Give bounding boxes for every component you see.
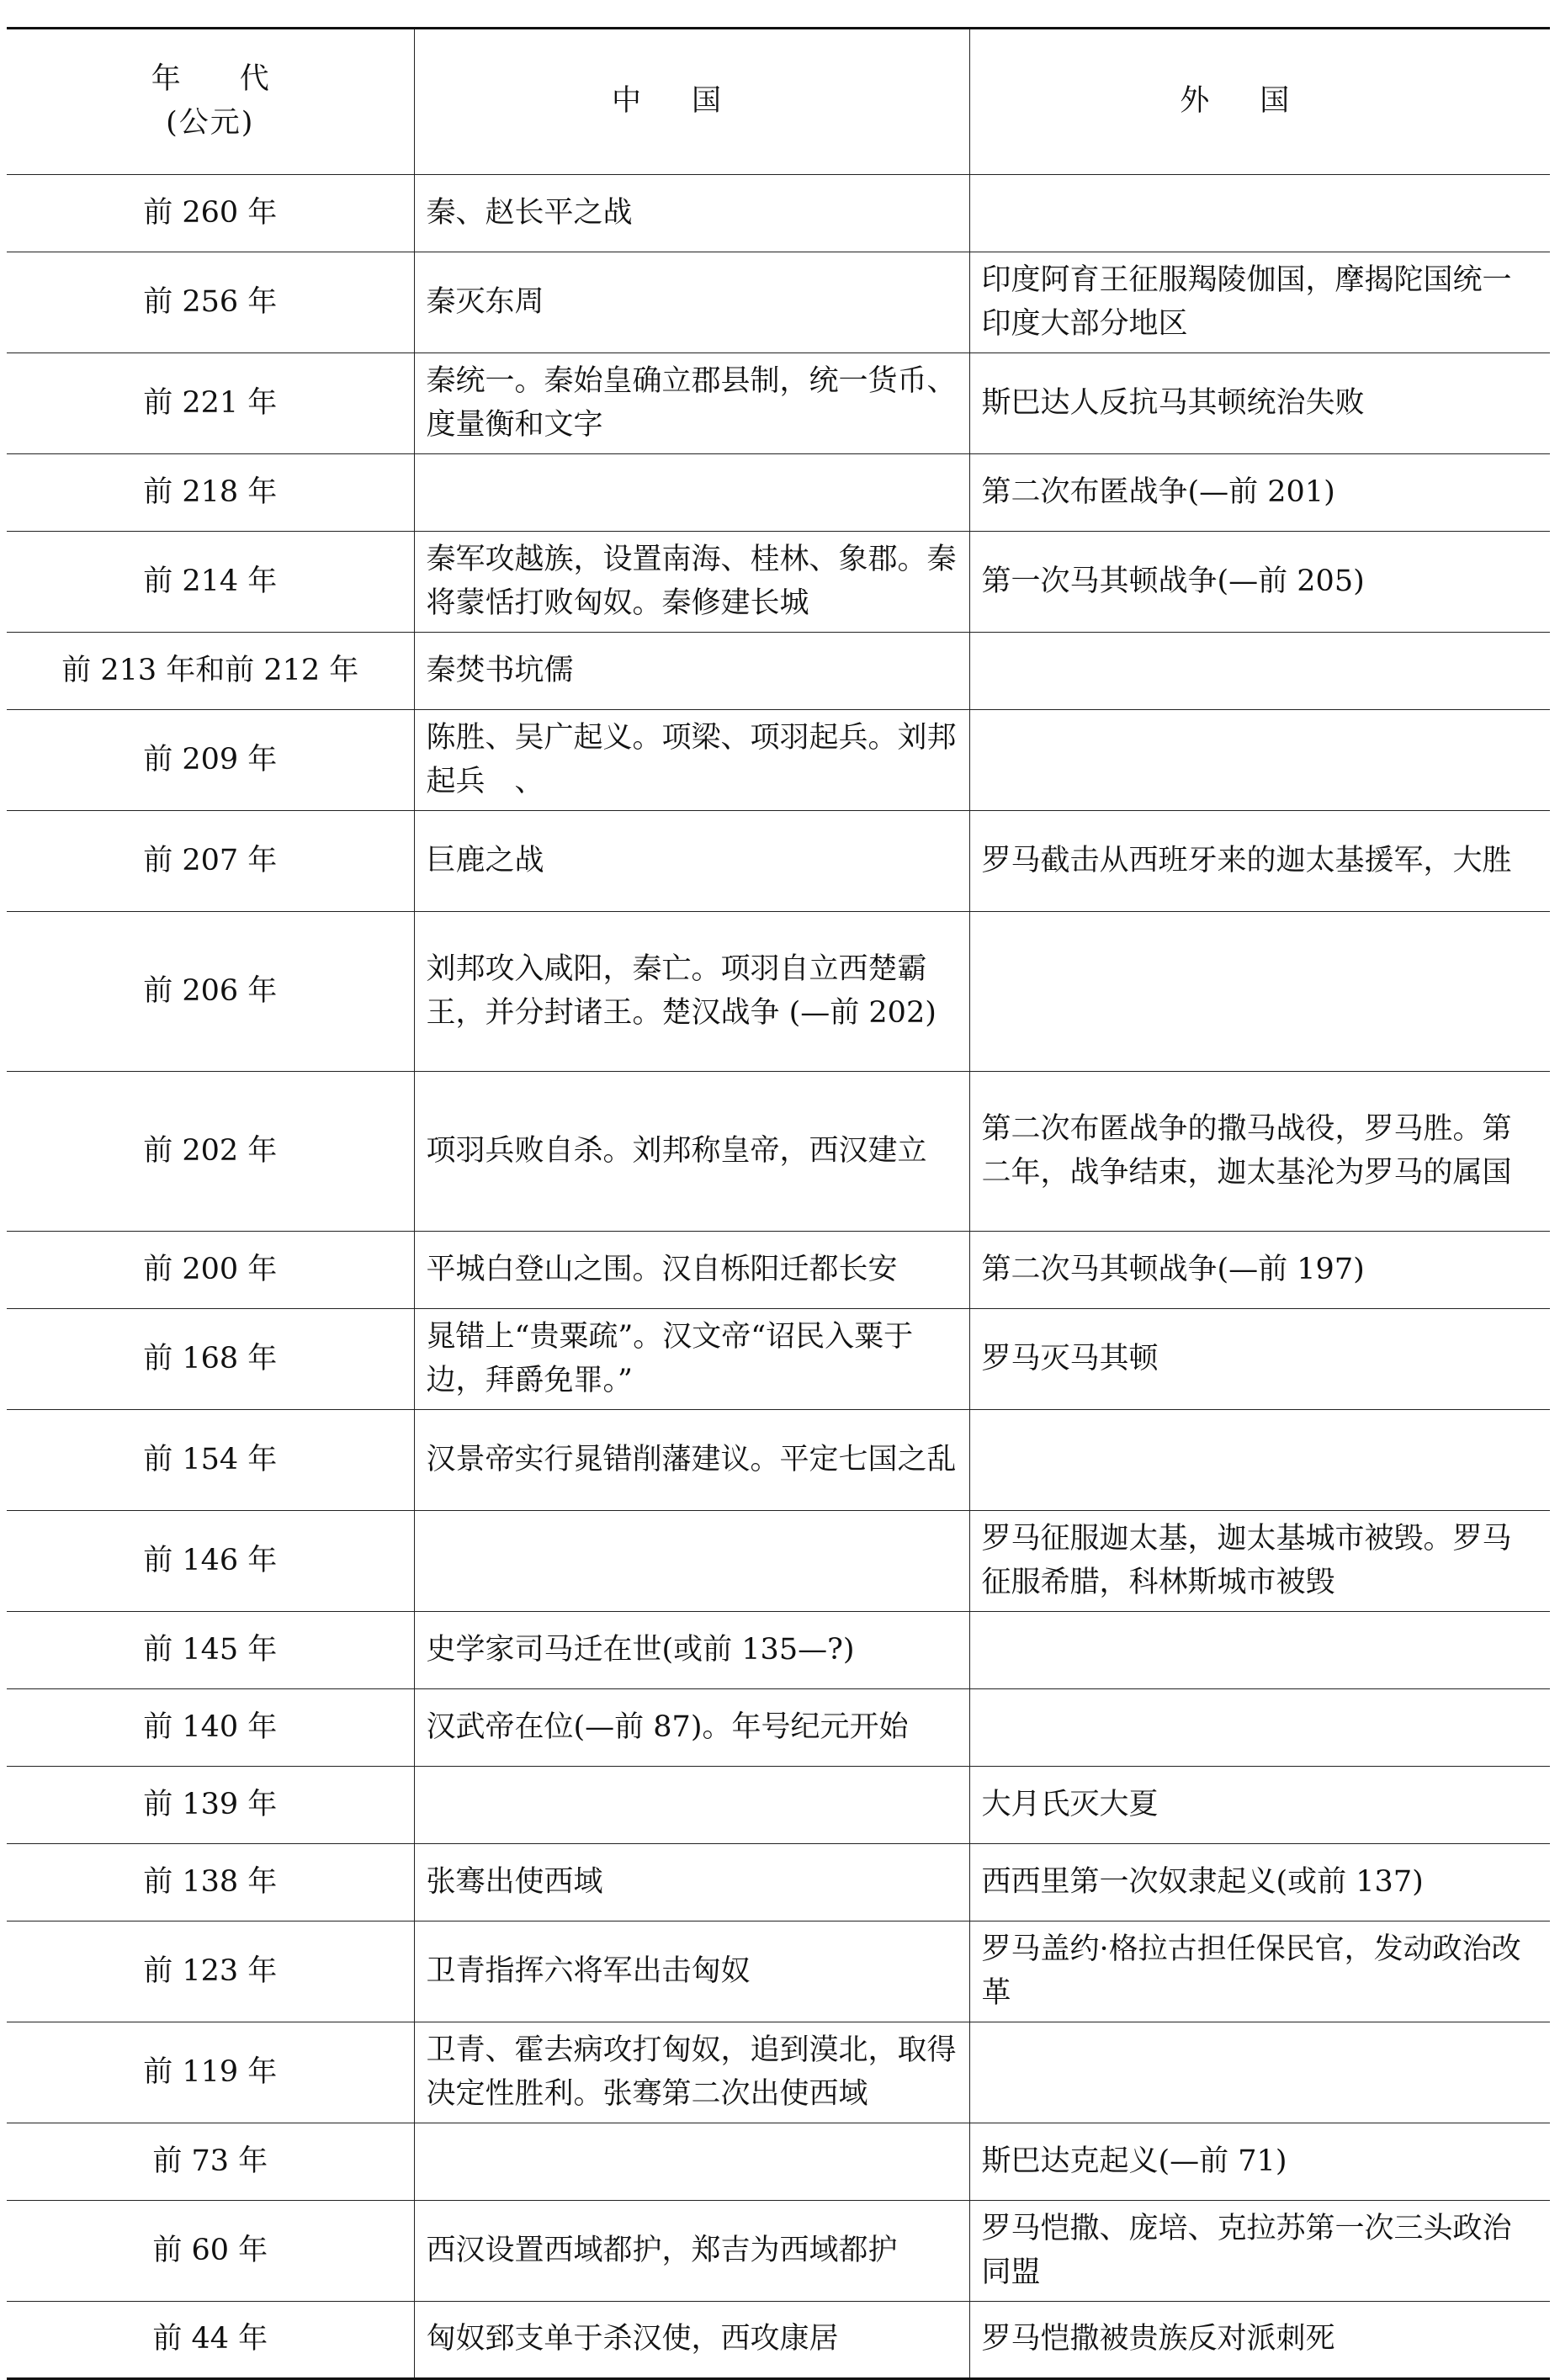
china-event-cell: 汉景帝实行晁错削藩建议。平定七国之乱 — [414, 1410, 969, 1511]
year-cell: 前 73 年 — [7, 2123, 414, 2201]
year-cell: 前 168 年 — [7, 1309, 414, 1410]
foreign-event-cell — [969, 175, 1550, 252]
table-row — [7, 2022, 1550, 2123]
table-row — [7, 454, 1550, 532]
header-china: 中国 — [414, 29, 969, 175]
table-row — [7, 2201, 1550, 2302]
china-event-cell: 项羽兵败自杀。刘邦称皇帝，西汉建立 — [414, 1072, 969, 1232]
year-cell: 前 200 年 — [7, 1232, 414, 1309]
year-cell: 前 207 年 — [7, 811, 414, 912]
header-foreign: 外国 — [969, 29, 1550, 175]
foreign-event-cell — [969, 1410, 1550, 1511]
china-event-cell: 刘邦攻入咸阳，秦亡。项羽自立西楚霸王，并分封诸王。楚汉战争 (—前 202) — [414, 912, 969, 1072]
table-row — [7, 252, 1550, 353]
foreign-event-cell: 印度阿育王征服羯陵伽国，摩揭陀国统一印度大部分地区 — [969, 252, 1550, 353]
china-event-cell: 秦统一。秦始皇确立郡县制，统一货币、度量衡和文字 — [414, 353, 969, 454]
year-cell: 前 260 年 — [7, 175, 414, 252]
table-row — [7, 811, 1550, 912]
year-cell: 前 213 年和前 212 年 — [7, 633, 414, 710]
china-event-cell: 晁错上“贵粟疏”。汉文帝“诏民入粟于边，拜爵免罪。” — [414, 1309, 969, 1410]
year-cell: 前 218 年 — [7, 454, 414, 532]
year-cell: 前 123 年 — [7, 1921, 414, 2022]
year-cell: 前 214 年 — [7, 532, 414, 633]
table-row — [7, 1689, 1550, 1767]
china-event-cell: 张骞出使西域 — [414, 1844, 969, 1921]
header-era-subtitle: (公元) — [166, 106, 255, 140]
foreign-event-cell: 罗马恺撒、庞培、克拉苏第一次三头政治同盟 — [969, 2201, 1550, 2302]
foreign-event-cell: 第二次布匿战争(—前 201) — [969, 454, 1550, 532]
foreign-event-cell: 西西里第一次奴隶起义(或前 137) — [969, 1844, 1550, 1921]
table-row — [7, 532, 1550, 633]
year-cell: 前 209 年 — [7, 710, 414, 811]
table-row — [7, 2302, 1550, 2379]
table-row — [7, 1232, 1550, 1309]
table-row — [7, 1309, 1550, 1410]
year-cell: 前 154 年 — [7, 1410, 414, 1511]
china-event-cell — [414, 2123, 969, 2201]
china-event-cell: 平城白登山之围。汉自栎阳迁都长安 — [414, 1232, 969, 1309]
year-cell: 前 256 年 — [7, 252, 414, 353]
foreign-event-cell — [969, 710, 1550, 811]
foreign-event-cell: 斯巴达人反抗马其顿统治失败 — [969, 353, 1550, 454]
year-cell: 前 206 年 — [7, 912, 414, 1072]
china-event-cell: 匈奴郅支单于杀汉使，西攻康居 — [414, 2302, 969, 2379]
china-event-cell — [414, 454, 969, 532]
table-row — [7, 1410, 1550, 1511]
foreign-event-cell: 罗马征服迦太基，迦太基城市被毁。罗马征服希腊，科林斯城市被毁 — [969, 1511, 1550, 1612]
year-cell: 前 145 年 — [7, 1612, 414, 1689]
table-row — [7, 1767, 1550, 1844]
foreign-event-cell: 罗马灭马其顿 — [969, 1309, 1550, 1410]
table-row — [7, 1612, 1550, 1689]
chronology-table-container — [7, 27, 1550, 2380]
foreign-event-cell: 斯巴达克起义(—前 71) — [969, 2123, 1550, 2201]
foreign-event-cell: 第二次布匿战争的撒马战役，罗马胜。第二年，战争结束，迦太基沦为罗马的属国 — [969, 1072, 1550, 1232]
foreign-event-cell: 第二次马其顿战争(—前 197) — [969, 1232, 1550, 1309]
chronology-table — [7, 27, 1550, 2380]
year-cell: 前 139 年 — [7, 1767, 414, 1844]
foreign-event-cell: 罗马截击从西班牙来的迦太基援军，大胜 — [969, 811, 1550, 912]
year-cell: 前 138 年 — [7, 1844, 414, 1921]
foreign-event-cell: 罗马盖约·格拉古担任保民官，发动政治改革 — [969, 1921, 1550, 2022]
foreign-event-cell — [969, 912, 1550, 1072]
foreign-event-cell — [969, 633, 1550, 710]
year-cell: 前 221 年 — [7, 353, 414, 454]
table-row — [7, 633, 1550, 710]
year-cell: 前 146 年 — [7, 1511, 414, 1612]
china-event-cell: 卫青指挥六将军出击匈奴 — [414, 1921, 969, 2022]
table-row — [7, 1921, 1550, 2022]
table-row — [7, 2123, 1550, 2201]
table-row — [7, 1844, 1550, 1921]
year-cell: 前 202 年 — [7, 1072, 414, 1232]
china-event-cell: 史学家司马迁在世(或前 135—?) — [414, 1612, 969, 1689]
china-event-cell: 卫青、霍去病攻打匈奴，追到漠北，取得决定性胜利。张骞第二次出使西域 — [414, 2022, 969, 2123]
china-event-cell: 秦焚书坑儒 — [414, 633, 969, 710]
foreign-event-cell: 第一次马其顿战争(—前 205) — [969, 532, 1550, 633]
china-event-cell: 西汉设置西域都护，郑吉为西域都护 — [414, 2201, 969, 2302]
table-row — [7, 1511, 1550, 1612]
table-row — [7, 710, 1550, 811]
table-row — [7, 1072, 1550, 1232]
foreign-event-cell — [969, 2022, 1550, 2123]
china-event-cell — [414, 1767, 969, 1844]
year-cell: 前 60 年 — [7, 2201, 414, 2302]
foreign-event-cell — [969, 1612, 1550, 1689]
table-row — [7, 175, 1550, 252]
table-row — [7, 353, 1550, 454]
china-event-cell: 秦灭东周 — [414, 252, 969, 353]
foreign-event-cell: 罗马恺撒被贵族反对派刺死 — [969, 2302, 1550, 2379]
table-row — [7, 912, 1550, 1072]
china-event-cell: 巨鹿之战 — [414, 811, 969, 912]
china-event-cell: 陈胜、吴广起义。项梁、项羽起兵。刘邦起兵 、 — [414, 710, 969, 811]
china-event-cell: 秦军攻越族，设置南海、桂林、象郡。秦将蒙恬打败匈奴。秦修建长城 — [414, 532, 969, 633]
year-cell: 前 119 年 — [7, 2022, 414, 2123]
header-era — [7, 29, 414, 175]
foreign-event-cell: 大月氏灭大夏 — [969, 1767, 1550, 1844]
foreign-event-cell — [969, 1689, 1550, 1767]
china-event-cell: 汉武帝在位(—前 87)。年号纪元开始 — [414, 1689, 969, 1767]
china-event-cell: 秦、赵长平之战 — [414, 175, 969, 252]
year-cell: 前 140 年 — [7, 1689, 414, 1767]
table-header-row — [7, 29, 1550, 175]
header-era-title: 年代 — [151, 62, 328, 97]
china-event-cell — [414, 1511, 969, 1612]
year-cell: 前 44 年 — [7, 2302, 414, 2379]
